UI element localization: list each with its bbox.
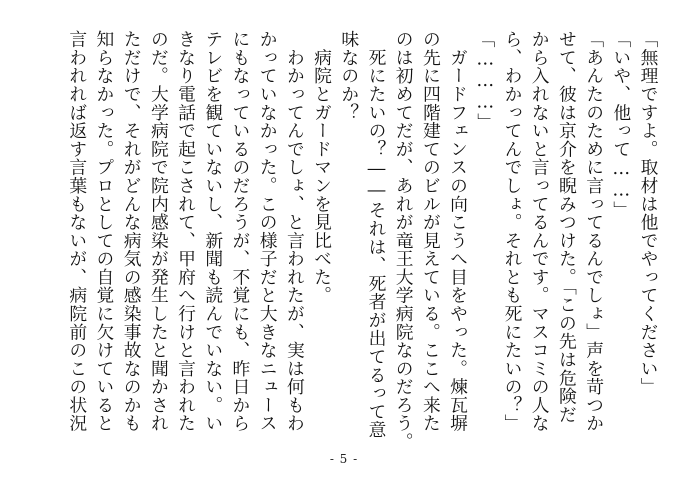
text-line: 病院とガードマンを見比べた。 — [311, 30, 333, 305]
text-line: ガードフェンスの向こうへ目をやった。煉瓦塀 — [447, 30, 469, 433]
text-line: きなり電話で起こされて、甲府へ行けと言われた — [175, 30, 197, 433]
text-line: から入れないと言ってるんです。マスコミの人な — [529, 30, 551, 433]
text-line: かっていなかった。この様子だと大きなニュース — [257, 30, 279, 433]
text-line: のだ。大学病院で院内感染が発生したと聞かされ — [148, 30, 170, 433]
text-line: 知らなかった。プロとしての自覚に欠けていると — [93, 30, 115, 433]
text-line: 「あんたのために言ってるんでしょ」声を苛つか — [583, 30, 605, 433]
page-number: - 5 - — [329, 452, 359, 466]
text-line: のは初めてだが、あれが竜王大学病院なのだろう。 — [393, 30, 415, 451]
text-line: の先に四階建てのビルが見えている。ここへ来た — [420, 30, 442, 433]
text-line: 言われれば返す言葉もないが、病院前のこの状況 — [66, 30, 88, 433]
text-line: テレビを観ていないし、新聞も読んでいない。い — [202, 30, 224, 433]
vertical-text-block — [64, 30, 662, 451]
text-line: 「いや、他って……」 — [610, 30, 632, 220]
text-line: にもなっているのだろうが、不覚にも、昨日から — [229, 30, 251, 433]
text-line: ただけで、それがどんな病気の感染事故なのかも — [121, 30, 143, 433]
text-line: 死にたいの？――それは、死者が出てるって意 — [365, 30, 387, 439]
text-line: 「無理ですよ。取材は他でやってください」 — [638, 30, 659, 396]
text-line: 「………」 — [474, 30, 496, 132]
text-line: ら、わかってんでしょ。それとも死にたいの？」 — [501, 30, 523, 433]
text-line: せて、彼は京介を睨みつけた。「この先は危険だ — [556, 30, 578, 424]
text-line: 味なのか？ — [338, 30, 360, 122]
text-line: わかってんでしょ、と言われたが、実は何もわ — [284, 30, 306, 433]
